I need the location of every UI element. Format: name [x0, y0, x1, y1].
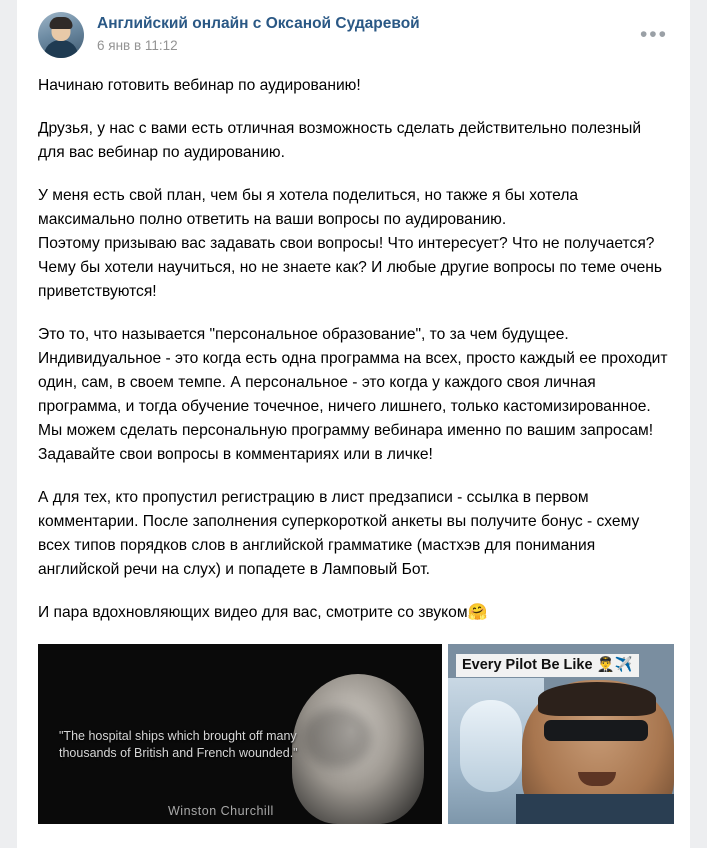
more-options-icon[interactable]: ••• — [639, 23, 668, 46]
portrait-shadow — [302, 708, 372, 768]
post-card — [17, 0, 690, 848]
post-author-link[interactable]: Английский онлайн с Оксаной Сударевой — [97, 15, 420, 32]
video-attachment-pilot[interactable] — [448, 644, 674, 824]
video-caption-banner: Every Pilot Be Like 👨‍✈️✈️ — [456, 654, 639, 677]
post-header-text — [97, 12, 420, 54]
post-paragraph: Задавайте свои вопросы в комментариях или в личке! — [38, 446, 433, 463]
pilot-figure — [522, 680, 674, 824]
post-header — [17, 12, 690, 58]
video-attachment-churchill[interactable] — [38, 644, 442, 824]
post-paragraph-final — [38, 601, 669, 625]
avatar-body — [44, 40, 78, 58]
pilot-mouth — [578, 772, 616, 786]
pilot-hair — [538, 682, 656, 716]
post-timestamp[interactable]: 6 янв в 11:12 — [97, 38, 178, 53]
post-paragraph: А для тех, кто пропустил регистрацию в лист предзаписи - ссылка в первом комментарии. После заполнения суперкороткой анкеты вы получите бонус - схему всех типов порядков слов в английской грамматике (мастхэв для понимания английской речи на слух) и попадете в Ламповый Бот. — [38, 489, 644, 578]
post-paragraph-final-text: И пара вдохновляющих видео для вас, смотрите со звуком — [38, 604, 468, 621]
pilot-shirt — [516, 794, 674, 824]
video-quote-author: Winston Churchill — [168, 804, 274, 818]
post-paragraph: Это то, что называется "персональное образование", то за чем будущее. Индивидуальное - это когда есть одна программа на всех, просто каждый ее проходит один, сам, в своем темпе. А персональное - это когда у каждого своя личная программа, и тогда обучение точечное, ничего лишнего, только кастомизированное. Мы можем сделать персональную программу вебинара именно по вашим запросам! — [38, 326, 672, 439]
avatar-hair — [50, 17, 73, 29]
hug-emoji: 🤗 — [467, 604, 488, 621]
media-attachments — [17, 644, 690, 824]
video-quote-text: "The hospital ships which brought off many thousands of British and French wounded." — [59, 729, 298, 760]
post-paragraph: Начинаю готовить вебинар по аудированию! — [38, 77, 361, 94]
post-paragraph: Друзья, у нас с вами есть отличная возможность сделать действительно полезный для вас вебинар по аудированию. — [38, 120, 646, 161]
post-paragraph: У меня есть свой план, чем бы я хотела поделиться, но также я бы хотела максимально полно ответить на ваши вопросы по аудированию. — [38, 187, 583, 228]
avatar[interactable] — [38, 12, 84, 58]
sunglasses-icon — [544, 720, 648, 741]
churchill-portrait — [292, 674, 424, 824]
post-text — [17, 58, 690, 625]
post-paragraph: Поэтому призываю вас задавать свои вопросы! Что интересует? Что не получается? Чему бы хотели научиться, но не знаете как? И любые другие вопросы по теме очень приветствуются! — [38, 235, 667, 300]
